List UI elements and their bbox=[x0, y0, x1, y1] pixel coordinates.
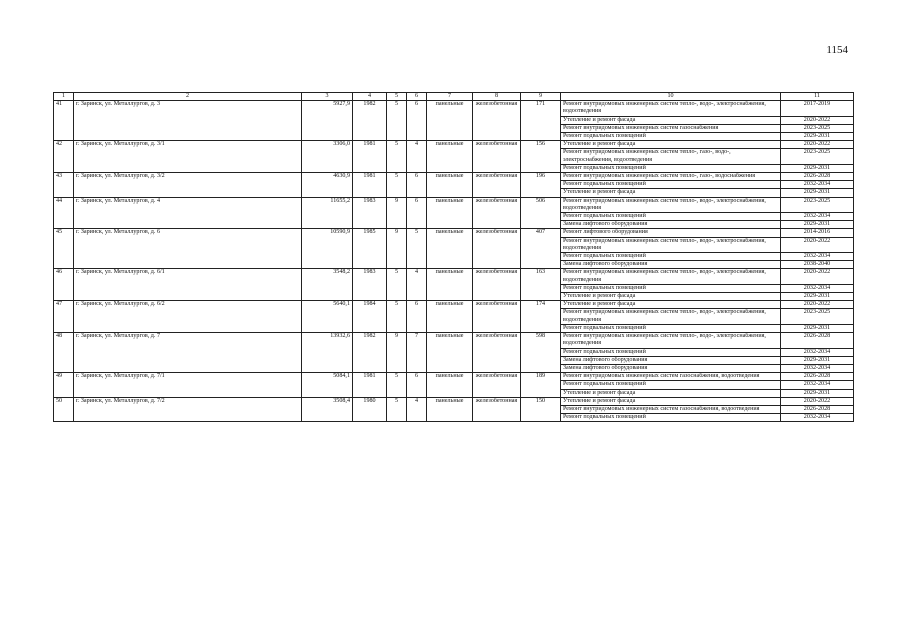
year-cell: 1982 bbox=[353, 333, 387, 373]
work-type-cell: Ремонт подвальных помещений bbox=[561, 181, 781, 189]
work-type-cell: Ремонт подвальных помещений bbox=[561, 414, 781, 422]
year-cell: 1985 bbox=[353, 229, 387, 269]
floors-cell: 9 bbox=[387, 229, 407, 269]
work-period-cell: 2020-2022 bbox=[781, 269, 854, 284]
work-type-cell: Замена лифтового оборудования bbox=[561, 221, 781, 229]
wall-material-cell: панельные bbox=[427, 333, 473, 373]
table-row bbox=[54, 197, 854, 212]
roof-material-cell: железобетонная bbox=[473, 197, 521, 229]
wall-material-cell: панельные bbox=[427, 397, 473, 422]
work-type-cell: Утепление и ремонт фасада bbox=[561, 141, 781, 149]
row-number-cell: 45 bbox=[54, 229, 74, 269]
table-row bbox=[54, 301, 854, 309]
work-type-cell: Ремонт лифтового оборудования bbox=[561, 229, 781, 237]
work-type-cell: Ремонт внутридомовых инженерных систем тепло-, газо-, водо-, электроснабжения, водоотведения bbox=[561, 149, 781, 164]
year-cell: 1981 bbox=[353, 173, 387, 198]
roof-material-cell: железобетонная bbox=[473, 397, 521, 422]
wall-material-cell: панельные bbox=[427, 301, 473, 333]
table-row bbox=[54, 141, 854, 149]
work-period-cell: 2032-2034 bbox=[781, 181, 854, 189]
entrances-cell: 4 bbox=[407, 269, 427, 301]
floors-cell: 5 bbox=[387, 141, 407, 173]
address-cell: г. Заринск, ул. Металлургов, д. 6 bbox=[74, 229, 302, 269]
row-number-cell: 47 bbox=[54, 301, 74, 333]
area-cell: 11655,2 bbox=[302, 197, 353, 229]
row-number-cell: 46 bbox=[54, 269, 74, 301]
row-number-cell: 44 bbox=[54, 197, 74, 229]
wall-material-cell: панельные bbox=[427, 269, 473, 301]
work-period-cell: 2017-2019 bbox=[781, 101, 854, 116]
work-period-cell: 2020-2022 bbox=[781, 141, 854, 149]
work-type-cell: Ремонт подвальных помещений bbox=[561, 164, 781, 172]
roof-material-cell: железобетонная bbox=[473, 373, 521, 398]
roof-material-cell: железобетонная bbox=[473, 333, 521, 373]
col-header: 10 bbox=[561, 93, 781, 101]
work-period-cell: 2029-2031 bbox=[781, 356, 854, 364]
work-period-cell: 2029-2031 bbox=[781, 324, 854, 332]
area-cell: 3548,2 bbox=[302, 269, 353, 301]
entrances-cell: 5 bbox=[407, 229, 427, 269]
work-period-cell: 2032-2034 bbox=[781, 364, 854, 372]
work-type-cell: Ремонт внутридомовых инженерных систем тепло-, водо-, электроснабжения, водоотведения bbox=[561, 333, 781, 348]
table-row bbox=[54, 229, 854, 237]
year-cell: 1983 bbox=[353, 269, 387, 301]
address-cell: г. Заринск, ул. Металлургов, д. 6/2 bbox=[74, 301, 302, 333]
area-cell: 3508,4 bbox=[302, 397, 353, 422]
residents-cell: 156 bbox=[521, 141, 561, 173]
col-header: 2 bbox=[74, 93, 302, 101]
area-cell: 4630,9 bbox=[302, 173, 353, 198]
table-row bbox=[54, 101, 854, 116]
floors-cell: 5 bbox=[387, 269, 407, 301]
work-type-cell: Ремонт внутридомовых инженерных систем тепло-, водо-, электроснабжения, водоотведения bbox=[561, 269, 781, 284]
col-header: 8 bbox=[473, 93, 521, 101]
roof-material-cell: железобетонная bbox=[473, 173, 521, 198]
col-header: 1 bbox=[54, 93, 74, 101]
area-cell: 10590,9 bbox=[302, 229, 353, 269]
work-type-cell: Ремонт подвальных помещений bbox=[561, 324, 781, 332]
work-type-cell: Ремонт внутридомовых инженерных систем тепло-, водо-, электроснабжения, водоотведения bbox=[561, 309, 781, 324]
address-cell: г. Заринск, ул. Металлургов, д. 3 bbox=[74, 101, 302, 141]
work-type-cell: Ремонт подвальных помещений bbox=[561, 133, 781, 141]
entrances-cell: 6 bbox=[407, 173, 427, 198]
col-header: 5 bbox=[387, 93, 407, 101]
table-row bbox=[54, 397, 854, 405]
work-period-cell: 2032-2034 bbox=[781, 284, 854, 292]
work-period-cell: 2020-2022 bbox=[781, 397, 854, 405]
entrances-cell: 6 bbox=[407, 373, 427, 398]
address-cell: г. Заринск, ул. Металлургов, д. 4 bbox=[74, 197, 302, 229]
row-number-cell: 41 bbox=[54, 101, 74, 141]
work-period-cell: 2023-2025 bbox=[781, 309, 854, 324]
residents-cell: 506 bbox=[521, 197, 561, 229]
wall-material-cell: панельные bbox=[427, 173, 473, 198]
work-type-cell: Ремонт подвальных помещений bbox=[561, 213, 781, 221]
work-type-cell: Утепление и ремонт фасада bbox=[561, 301, 781, 309]
row-number-cell: 42 bbox=[54, 141, 74, 173]
work-period-cell: 2023-2025 bbox=[781, 124, 854, 132]
residents-cell: 598 bbox=[521, 333, 561, 373]
work-type-cell: Утепление и ремонт фасада bbox=[561, 116, 781, 124]
area-cell: 5640,1 bbox=[302, 301, 353, 333]
floors-cell: 5 bbox=[387, 173, 407, 198]
work-type-cell: Ремонт подвальных помещений bbox=[561, 348, 781, 356]
area-cell: 3306,0 bbox=[302, 141, 353, 173]
floors-cell: 5 bbox=[387, 301, 407, 333]
table-body bbox=[54, 101, 854, 422]
roof-material-cell: железобетонная bbox=[473, 301, 521, 333]
wall-material-cell: панельные bbox=[427, 197, 473, 229]
roof-material-cell: железобетонная bbox=[473, 269, 521, 301]
roof-material-cell: железобетонная bbox=[473, 229, 521, 269]
table-row bbox=[54, 173, 854, 181]
work-period-cell: 2023-2025 bbox=[781, 197, 854, 212]
floors-cell: 5 bbox=[387, 373, 407, 398]
work-period-cell: 2029-2031 bbox=[781, 164, 854, 172]
work-type-cell: Ремонт внутридомовых инженерных систем газоснабжения bbox=[561, 124, 781, 132]
work-period-cell: 2026-2028 bbox=[781, 173, 854, 181]
residents-cell: 196 bbox=[521, 173, 561, 198]
year-cell: 1983 bbox=[353, 197, 387, 229]
floors-cell: 5 bbox=[387, 397, 407, 422]
work-period-cell: 2032-2034 bbox=[781, 213, 854, 221]
work-period-cell: 2032-2034 bbox=[781, 253, 854, 261]
work-period-cell: 2020-2022 bbox=[781, 237, 854, 252]
year-cell: 1982 bbox=[353, 101, 387, 141]
work-type-cell: Ремонт внутридомовых инженерных систем тепло-, водо-, электроснабжения, водоотведения bbox=[561, 237, 781, 252]
work-period-cell: 2029-2031 bbox=[781, 221, 854, 229]
work-period-cell: 2014-2016 bbox=[781, 229, 854, 237]
address-cell: г. Заринск, ул. Металлургов, д. 3/2 bbox=[74, 173, 302, 198]
residents-cell: 171 bbox=[521, 101, 561, 141]
table-row bbox=[54, 269, 854, 284]
row-number-cell: 43 bbox=[54, 173, 74, 198]
work-type-cell: Замена лифтового оборудования bbox=[561, 364, 781, 372]
work-type-cell: Утепление и ремонт фасада bbox=[561, 293, 781, 301]
work-type-cell: Ремонт подвальных помещений bbox=[561, 284, 781, 292]
wall-material-cell: панельные bbox=[427, 229, 473, 269]
work-type-cell: Замена лифтового оборудования bbox=[561, 261, 781, 269]
work-type-cell: Утепление и ремонт фасада bbox=[561, 389, 781, 397]
year-cell: 1984 bbox=[353, 301, 387, 333]
area-cell: 13932,6 bbox=[302, 333, 353, 373]
entrances-cell: 6 bbox=[407, 197, 427, 229]
work-period-cell: 2026-2028 bbox=[781, 333, 854, 348]
work-type-cell: Ремонт внутридомовых инженерных систем тепло-, водо-, электроснабжения, водоотведения bbox=[561, 101, 781, 116]
work-period-cell: 2032-2034 bbox=[781, 381, 854, 389]
col-header: 9 bbox=[521, 93, 561, 101]
capital-repair-table bbox=[53, 92, 854, 422]
roof-material-cell: железобетонная bbox=[473, 141, 521, 173]
work-period-cell: 2020-2022 bbox=[781, 301, 854, 309]
roof-material-cell: железобетонная bbox=[473, 101, 521, 141]
entrances-cell: 4 bbox=[407, 141, 427, 173]
work-type-cell: Ремонт внутридомовых инженерных систем газоснабжения, водоотведения bbox=[561, 405, 781, 413]
entrances-cell: 6 bbox=[407, 101, 427, 141]
floors-cell: 9 bbox=[387, 197, 407, 229]
work-type-cell: Утепление и ремонт фасада bbox=[561, 189, 781, 197]
work-type-cell: Замена лифтового оборудования bbox=[561, 356, 781, 364]
work-period-cell: 2032-2034 bbox=[781, 348, 854, 356]
wall-material-cell: панельные bbox=[427, 373, 473, 398]
area-cell: 5927,9 bbox=[302, 101, 353, 141]
work-period-cell: 2029-2031 bbox=[781, 389, 854, 397]
work-period-cell: 2026-2028 bbox=[781, 373, 854, 381]
work-period-cell: 2032-2034 bbox=[781, 414, 854, 422]
year-cell: 1980 bbox=[353, 397, 387, 422]
residents-cell: 174 bbox=[521, 301, 561, 333]
work-type-cell: Ремонт внутридомовых инженерных систем тепло-, газо-, водоснабжения bbox=[561, 173, 781, 181]
residents-cell: 407 bbox=[521, 229, 561, 269]
address-cell: г. Заринск, ул. Металлургов, д. 7/2 bbox=[74, 397, 302, 422]
work-period-cell: 2020-2022 bbox=[781, 116, 854, 124]
address-cell: г. Заринск, ул. Металлургов, д. 7 bbox=[74, 333, 302, 373]
work-period-cell: 2029-2031 bbox=[781, 133, 854, 141]
column-number-row bbox=[54, 93, 854, 101]
year-cell: 1981 bbox=[353, 141, 387, 173]
col-header: 6 bbox=[407, 93, 427, 101]
wall-material-cell: панельные bbox=[427, 101, 473, 141]
table-row bbox=[54, 373, 854, 381]
work-period-cell: 2029-2031 bbox=[781, 189, 854, 197]
residents-cell: 150 bbox=[521, 397, 561, 422]
address-cell: г. Заринск, ул. Металлургов, д. 7/1 bbox=[74, 373, 302, 398]
row-number-cell: 50 bbox=[54, 397, 74, 422]
entrances-cell: 7 bbox=[407, 333, 427, 373]
row-number-cell: 48 bbox=[54, 333, 74, 373]
area-cell: 5084,1 bbox=[302, 373, 353, 398]
work-type-cell: Ремонт внутридомовых инженерных систем тепло-, водо-, электроснабжения, водоотведения bbox=[561, 197, 781, 212]
work-period-cell: 2023-2025 bbox=[781, 149, 854, 164]
work-type-cell: Ремонт внутридомовых инженерных систем газоснабжения, водоотведения bbox=[561, 373, 781, 381]
year-cell: 1981 bbox=[353, 373, 387, 398]
work-type-cell: Ремонт подвальных помещений bbox=[561, 253, 781, 261]
residents-cell: 163 bbox=[521, 269, 561, 301]
work-period-cell: 2029-2031 bbox=[781, 293, 854, 301]
address-cell: г. Заринск, ул. Металлургов, д. 3/1 bbox=[74, 141, 302, 173]
address-cell: г. Заринск, ул. Металлургов, д. 6/1 bbox=[74, 269, 302, 301]
col-header: 7 bbox=[427, 93, 473, 101]
work-type-cell: Утепление и ремонт фасада bbox=[561, 397, 781, 405]
col-header: 11 bbox=[781, 93, 854, 101]
table-row bbox=[54, 333, 854, 348]
work-period-cell: 2026-2028 bbox=[781, 405, 854, 413]
floors-cell: 9 bbox=[387, 333, 407, 373]
floors-cell: 5 bbox=[387, 101, 407, 141]
col-header: 3 bbox=[302, 93, 353, 101]
row-number-cell: 49 bbox=[54, 373, 74, 398]
page-number: 1154 bbox=[826, 44, 848, 56]
entrances-cell: 4 bbox=[407, 397, 427, 422]
residents-cell: 189 bbox=[521, 373, 561, 398]
entrances-cell: 6 bbox=[407, 301, 427, 333]
wall-material-cell: панельные bbox=[427, 141, 473, 173]
work-period-cell: 2038-2040 bbox=[781, 261, 854, 269]
col-header: 4 bbox=[353, 93, 387, 101]
work-type-cell: Ремонт подвальных помещений bbox=[561, 381, 781, 389]
